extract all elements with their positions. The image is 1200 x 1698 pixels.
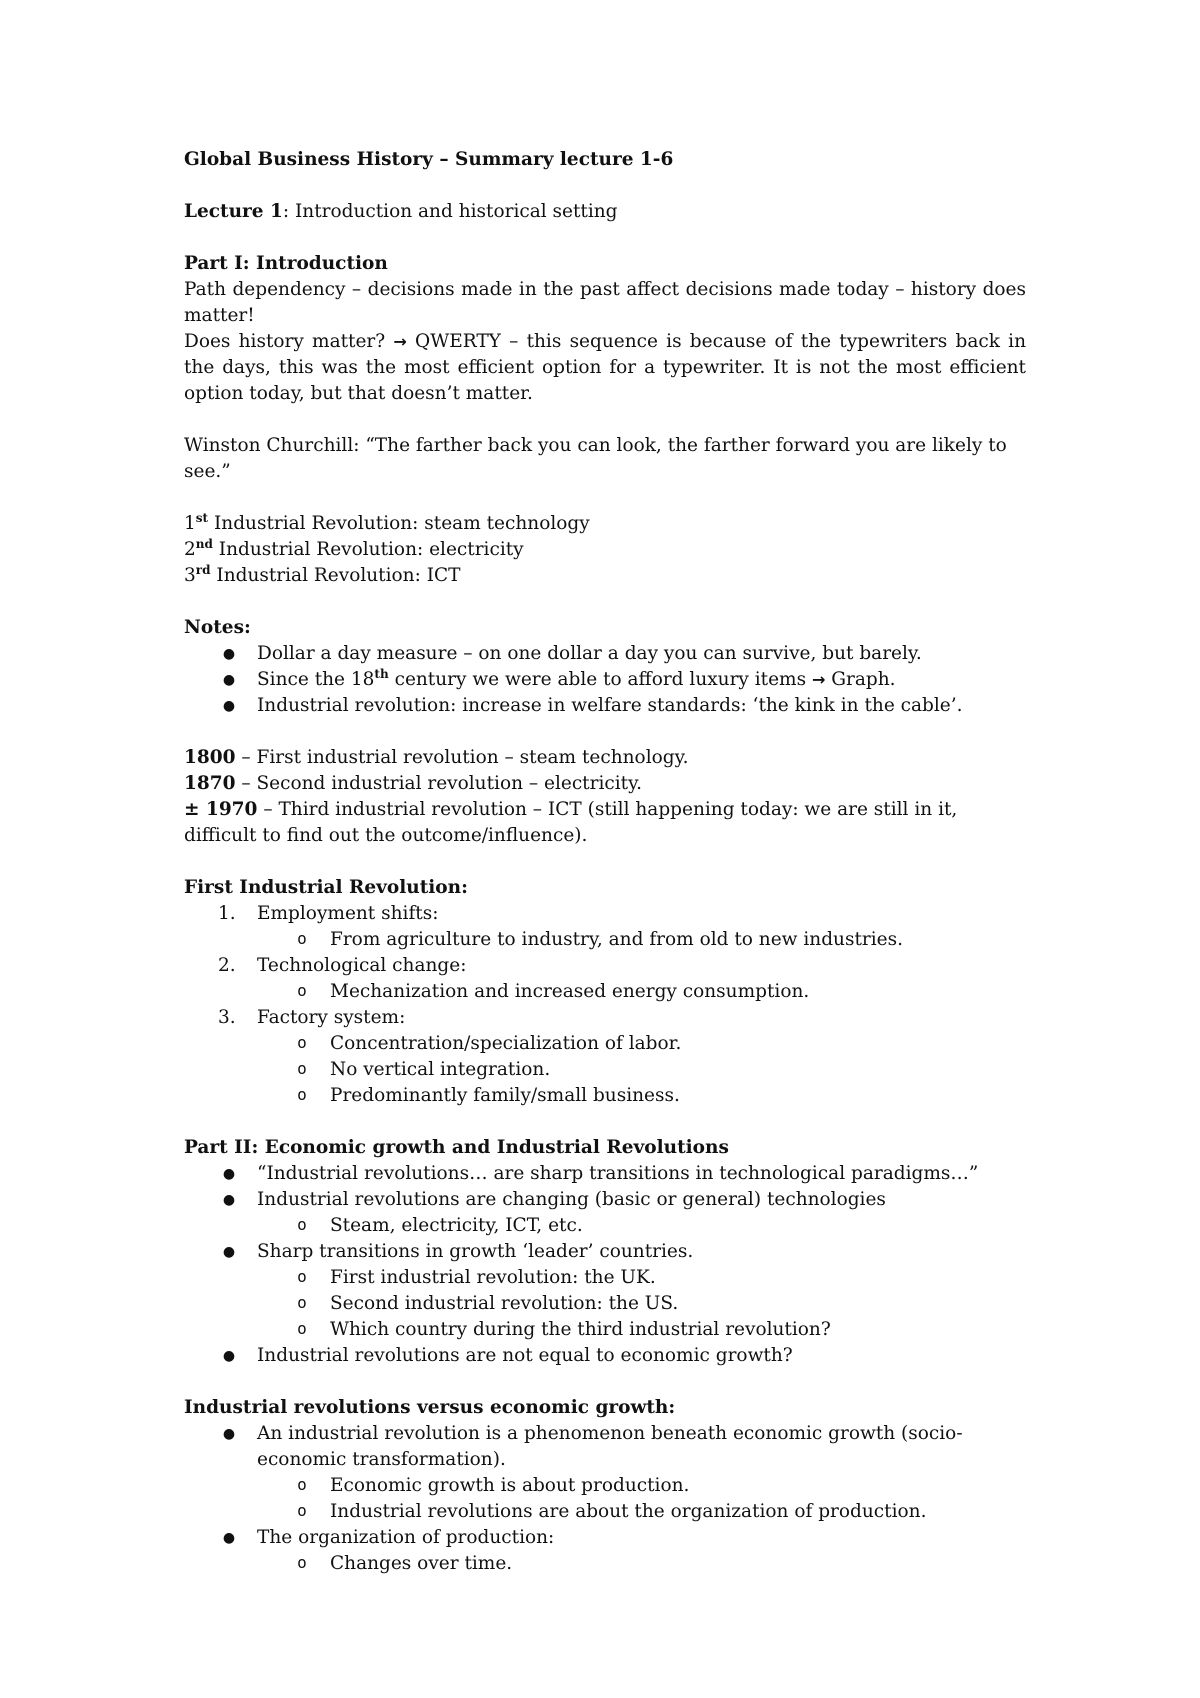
sub-list-item-text: Mechanization and increased energy consumption. [330, 981, 810, 1002]
sub-bullet-icon: o [297, 1267, 307, 1286]
sub-list-item-text: Predominantly family/small business. [330, 1085, 680, 1106]
sub-list-item-text: Concentration/specialization of labor. [330, 1033, 682, 1054]
list-item [184, 1525, 1026, 1551]
list-item-text: An industrial revolution is a phenomenon beneath economic growth (socio-economic transformation). [257, 1423, 963, 1470]
document-body [184, 147, 1026, 1577]
list-item-text: “Industrial revolutions… are sharp transitions in technological paradigms…” [257, 1163, 979, 1184]
sub-list-item-text: Steam, electricity, ICT, etc. [330, 1215, 583, 1236]
numbered-item [184, 901, 1026, 927]
sub-list-item [184, 1317, 1026, 1343]
numbered-item-text: Factory system: [257, 1007, 406, 1028]
sub-list-item [184, 1499, 1026, 1525]
lecture-label: Lecture 1 [184, 201, 283, 222]
timeline-1970: ± 1970 – Third industrial revolution – ICT (still happening today: we are still in it, difficult to find out the outcome/influence). [184, 799, 958, 846]
sub-list-item-text: Which country during the third industrial revolution? [330, 1319, 831, 1340]
first-ir-heading: First Industrial Revolution: [184, 877, 468, 898]
bullet-icon: ● [222, 698, 236, 714]
list-item-text: The organization of production: [257, 1527, 555, 1548]
timeline-1800: 1800 – First industrial revolution – steam technology. [184, 747, 689, 768]
sub-bullet-icon: o [297, 1319, 307, 1338]
sub-list-item [184, 1473, 1026, 1499]
part2-list [184, 1161, 1026, 1369]
bullet-icon: ● [222, 1244, 236, 1260]
sub-list-item [184, 1083, 1026, 1109]
list-item: ● Dollar a day measure – on one dollar a day you can survive, but barely. [184, 641, 1026, 667]
bullet-icon: ● [222, 672, 236, 688]
sub-list-item [184, 1551, 1026, 1577]
list-item-text: Sharp transitions in growth ‘leader’ countries. [257, 1241, 694, 1262]
list-item [184, 1161, 1026, 1187]
sub-list-item-text: Economic growth is about production. [330, 1475, 690, 1496]
sub-bullet-icon: o [297, 1293, 307, 1312]
sub-bullet-icon: o [297, 1085, 307, 1104]
numbered-item [184, 953, 1026, 979]
revolution-line-3: 3rd Industrial Revolution: ICT [184, 563, 461, 586]
sub-list-item [184, 1031, 1026, 1057]
sub-bullet-icon: o [297, 1501, 307, 1520]
sub-list-item [184, 927, 1026, 953]
sub-list-item [184, 1291, 1026, 1317]
list-item-text: Industrial revolutions are changing (basic or general) technologies [257, 1189, 886, 1210]
sub-list-item-text: First industrial revolution: the UK. [330, 1267, 656, 1288]
lecture-description: : Introduction and historical setting [282, 201, 618, 222]
list-item [184, 1343, 1026, 1369]
sub-bullet-icon: o [297, 1033, 307, 1052]
sub-list-item-text: From agriculture to industry, and from old to new industries. [330, 929, 903, 950]
sub-list-item [184, 1213, 1026, 1239]
first-ir-list [184, 901, 1026, 1109]
bullet-icon: ● [222, 1530, 236, 1546]
sub-bullet-icon: o [297, 1553, 307, 1572]
revolution-line-2: 2nd Industrial Revolution: electricity [184, 537, 524, 560]
bullet-icon: ● [222, 1348, 236, 1364]
revolution-line-1: 1st Industrial Revolution: steam technology [184, 511, 590, 534]
churchill-quote: Winston Churchill: “The farther back you can look, the farther forward you are likely to see.” [184, 435, 1007, 482]
sub-bullet-icon: o [297, 929, 307, 948]
path-dependency-text: Path dependency – decisions made in the past affect decisions made today – history does matter! [184, 279, 1026, 326]
list-item: ● Industrial revolution: increase in welfare standards: ‘the kink in the cable’. [184, 693, 1026, 719]
timeline-1870: 1870 – Second industrial revolution – electricity. [184, 773, 642, 794]
part1-heading: Part I: Introduction [184, 253, 388, 274]
notes-heading: Notes: [184, 617, 251, 638]
list-item [184, 1239, 1026, 1265]
part2-heading: Part II: Economic growth and Industrial Revolutions [184, 1137, 729, 1158]
list-item-text: Industrial revolutions are not equal to economic growth? [257, 1345, 793, 1366]
arrow-right-icon: → [811, 670, 826, 689]
bullet-icon: ● [222, 646, 236, 662]
list-item [184, 1187, 1026, 1213]
sub-bullet-icon: o [297, 1059, 307, 1078]
sub-list-item-text: No vertical integration. [330, 1059, 551, 1080]
sub-bullet-icon: o [297, 981, 307, 1000]
sub-list-item-text: Changes over time. [330, 1553, 513, 1574]
sub-list-item-text: Second industrial revolution: the US. [330, 1293, 679, 1314]
arrow-right-icon: → [393, 332, 407, 351]
numbered-item-text: Employment shifts: [257, 903, 439, 924]
bullet-icon: ● [222, 1166, 236, 1182]
item-number: 3. [218, 1007, 236, 1028]
irvg-heading: Industrial revolutions versus economic growth: [184, 1397, 676, 1418]
document-title: Global Business History – Summary lecture 1-6 [184, 149, 674, 170]
qwerty-text: Does history matter? → QWERTY – this sequence is because of the typewriters back in the days, this was the most efficient option for a typewriter. It is not the most efficient option today, but that doesn’t matter. [184, 331, 1026, 404]
sub-bullet-icon: o [297, 1475, 307, 1494]
irvg-list [184, 1421, 1026, 1577]
sub-list-item [184, 1057, 1026, 1083]
sub-list-item [184, 979, 1026, 1005]
item-number: 1. [218, 903, 236, 924]
item-number: 2. [218, 955, 236, 976]
list-item [184, 1421, 1026, 1473]
sub-list-item-text: Industrial revolutions are about the organization of production. [330, 1501, 927, 1522]
bullet-icon: ● [222, 1192, 236, 1208]
lecture-heading [184, 199, 1026, 225]
numbered-item [184, 1005, 1026, 1031]
list-item: ● Since the 18th century we were able to afford luxury items → Graph. [184, 667, 1026, 693]
bullet-icon: ● [222, 1426, 236, 1442]
sub-list-item [184, 1265, 1026, 1291]
numbered-item-text: Technological change: [257, 955, 467, 976]
sub-bullet-icon: o [297, 1215, 307, 1234]
